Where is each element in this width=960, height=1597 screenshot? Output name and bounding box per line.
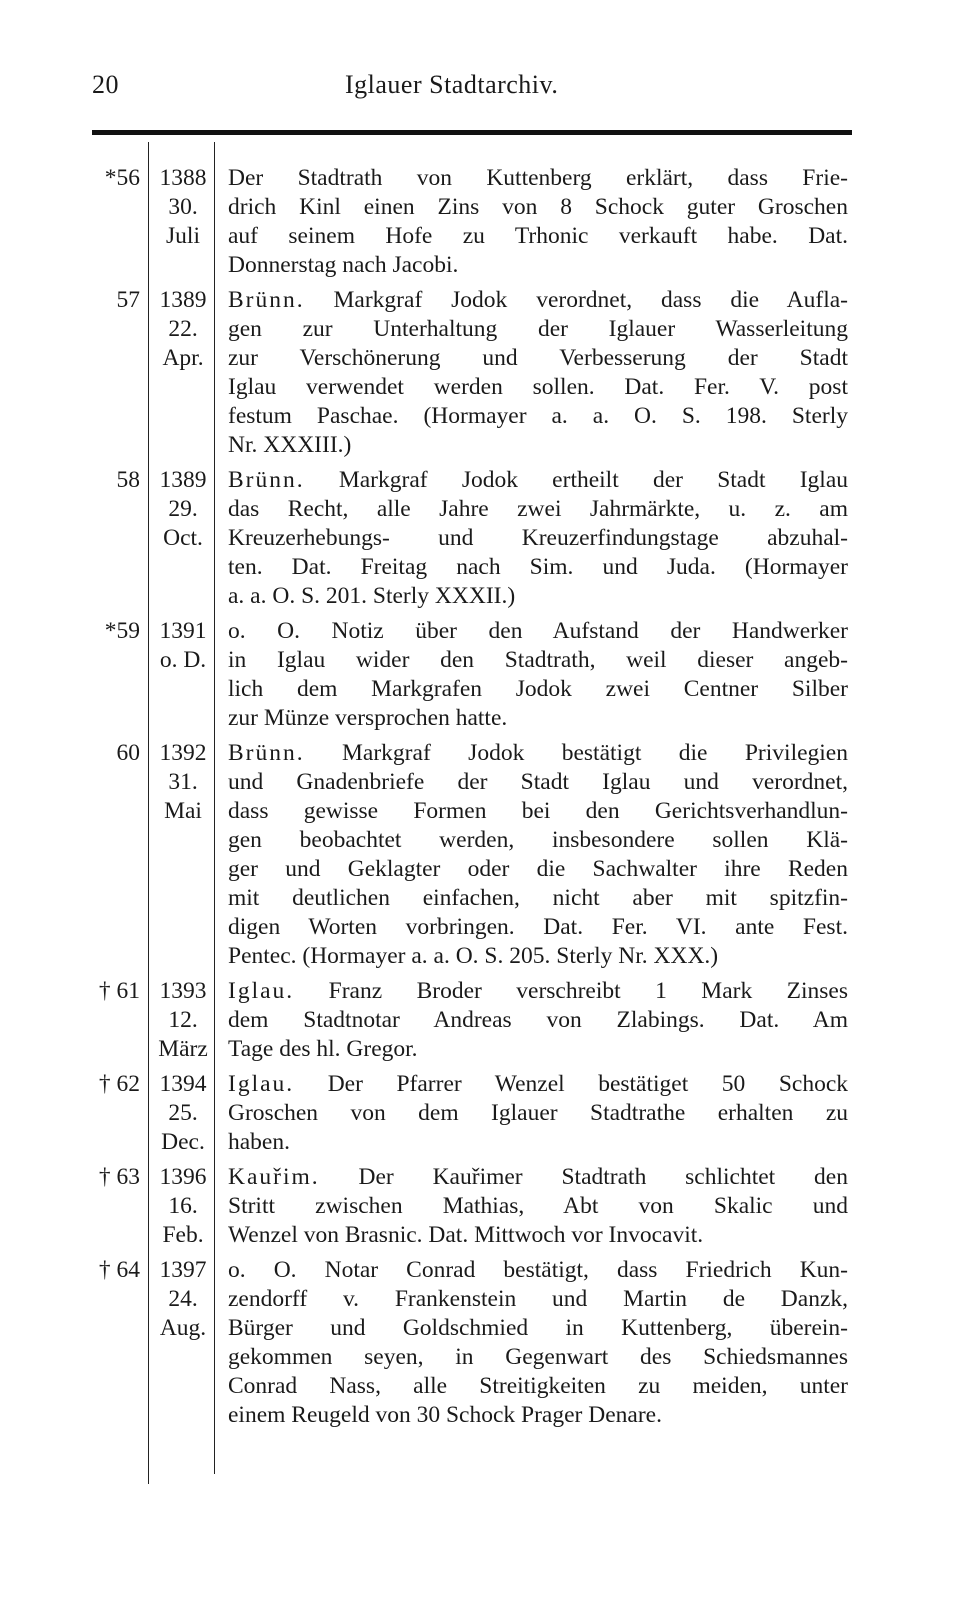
running-title: Iglauer Stadtarchiv. <box>345 70 559 99</box>
entry-text <box>228 1070 848 1157</box>
entry-date-part: 1389 <box>159 287 207 313</box>
entry-date <box>152 466 214 553</box>
entry-place: Brünn. <box>228 287 305 313</box>
entry-text-line: Brünn. Markgraf Jodok verordnet, dass die Aufla- <box>228 287 848 313</box>
entry-date-part: 1396 <box>159 1164 207 1190</box>
entry-date <box>152 1070 214 1157</box>
entry-text-line: Brünn. Markgraf Jodok ertheilt der Stadt Iglau <box>228 467 848 493</box>
entry-date-part: 1389 <box>159 467 207 493</box>
entry-text-line: drich Kinl einen Zins von 8 Schock guter Groschen <box>228 194 848 220</box>
regest-entry <box>0 1070 960 1157</box>
entry-date <box>152 739 214 826</box>
regest-list <box>0 164 960 1436</box>
entry-date-part: 24. <box>168 1286 198 1312</box>
entry-date <box>152 1163 214 1250</box>
entry-number: *59 <box>104 618 140 644</box>
entry-text-line: auf seinem Hofe zu Trhonic verkauft habe. Dat. <box>228 223 848 249</box>
entry-date-part: 1388 <box>159 165 207 191</box>
entry-text-line: a. a. O. S. 201. Sterly XXXII.) <box>228 583 516 609</box>
entry-text-line: Donnerstag nach Jacobi. <box>228 252 459 278</box>
entry-date-part: 12. <box>168 1007 198 1033</box>
page-header <box>92 62 852 102</box>
entry-text-line: Kauřim. Der Kauřimer Stadtrath schlichtet den <box>228 1164 848 1190</box>
entry-date-part: 1393 <box>159 978 207 1004</box>
entry-text-line: Iglau. Franz Broder verschreibt 1 Mark Zinses <box>228 978 848 1004</box>
header-rule <box>92 130 852 135</box>
regest-entry <box>0 286 960 460</box>
entry-number: † 62 <box>98 1071 140 1097</box>
entry-text <box>228 1256 848 1430</box>
regest-entry <box>0 1256 960 1430</box>
regest-entry <box>0 739 960 971</box>
entry-date-part: 29. <box>168 496 198 522</box>
entry-text-line: festum Paschae. (Hormayer a. a. O. S. 198. Sterly <box>228 403 848 429</box>
entry-date-part: 1391 <box>159 618 207 644</box>
entry-text-line: Brünn. Markgraf Jodok bestätigt die Privilegien <box>228 740 848 766</box>
entry-text-line: Groschen von dem Iglauer Stadtrathe erhalten zu <box>228 1100 848 1126</box>
entry-text-line: ten. Dat. Freitag nach Sim. und Juda. (Hormayer <box>228 554 848 580</box>
entry-text-line: haben. <box>228 1129 290 1155</box>
entry-date-part: März <box>158 1036 208 1062</box>
entry-text-line: Iglau. Der Pfarrer Wenzel bestätiget 50 Schock <box>228 1071 848 1097</box>
entry-number: 60 <box>116 740 140 766</box>
entry-text-line: Stritt zwischen Mathias, Abt von Skalic und <box>228 1193 848 1219</box>
entry-text-line: und Gnadenbriefe der Stadt Iglau und verordnet, <box>228 769 848 795</box>
entry-number: 57 <box>116 287 140 313</box>
entry-number: *56 <box>104 165 140 191</box>
entry-date-part: 1392 <box>159 740 207 766</box>
entry-date-part: Apr. <box>162 345 204 371</box>
regest-entry <box>0 164 960 280</box>
entry-date-part: Mai <box>164 798 202 824</box>
entry-place: Brünn. <box>228 740 305 766</box>
entry-text-line: in Iglau wider den Stadtrath, weil dieser angeb- <box>228 647 848 673</box>
entry-text-line: Nr. XXXIII.) <box>228 432 352 458</box>
entry-text <box>228 164 848 280</box>
entry-date-part: 25. <box>168 1100 198 1126</box>
entry-text-line: o. O. Notar Conrad bestätigt, dass Friedrich Kun- <box>228 1257 848 1283</box>
entry-text-line: Wenzel von Brasnic. Dat. Mittwoch vor Invocavit. <box>228 1222 704 1248</box>
page-number: 20 <box>92 70 119 99</box>
entry-text-line: Der Stadtrath von Kuttenberg erklärt, dass Frie- <box>228 165 848 191</box>
regest-entry <box>0 617 960 733</box>
entry-date-part: Dec. <box>161 1129 205 1155</box>
entry-number: 58 <box>116 467 140 493</box>
entry-text-line: einem Reugeld von 30 Schock Prager Denare. <box>228 1402 662 1428</box>
entry-text-line: gen beobachtet werden, insbesondere sollen Klä- <box>228 827 848 853</box>
entry-place: Brünn. <box>228 467 305 493</box>
entry-date-part: Juli <box>166 223 200 249</box>
entry-place: Iglau. <box>228 1071 295 1097</box>
regest-entry <box>0 466 960 611</box>
regest-entry <box>0 977 960 1064</box>
entry-date-part: 1397 <box>159 1257 207 1283</box>
entry-date-part: o. D. <box>159 647 207 673</box>
entry-text-line: das Recht, alle Jahre zwei Jahrmärkte, u. z. am <box>228 496 848 522</box>
regest-entry <box>0 1163 960 1250</box>
entry-date-part: 22. <box>168 316 198 342</box>
entry-text-line: gekommen seyen, in Gegenwart des Schiedsmannes <box>228 1344 848 1370</box>
entry-date-part: 30. <box>168 194 198 220</box>
entry-text-line: Bürger und Goldschmied in Kuttenberg, überein- <box>228 1315 848 1341</box>
entry-text-line: Tage des hl. Gregor. <box>228 1036 418 1062</box>
entry-date <box>152 617 214 675</box>
entry-text-line: digen Worten vorbringen. Dat. Fer. VI. ante Fest. <box>228 914 848 940</box>
entry-date-part: 1394 <box>159 1071 207 1097</box>
entry-number: † 64 <box>98 1257 140 1283</box>
entry-date-part: Oct. <box>163 525 203 551</box>
entry-date-part: 16. <box>168 1193 198 1219</box>
entry-text-line: zur Verschönerung und Verbesserung der Stadt <box>228 345 848 371</box>
entry-date <box>152 1256 214 1343</box>
entry-number: † 63 <box>98 1164 140 1190</box>
entry-text-line: Pentec. (Hormayer a. a. O. S. 205. Sterly Nr. XXX.) <box>228 943 719 969</box>
entry-number: † 61 <box>98 978 140 1004</box>
entry-text-line: Conrad Nass, alle Streitigkeiten zu meiden, unter <box>228 1373 848 1399</box>
entry-text <box>228 977 848 1064</box>
entry-date <box>152 286 214 373</box>
entry-text-line: Kreuzerhebungs- und Kreuzerfindungstage abzuhal- <box>228 525 848 551</box>
entry-date-part: Aug. <box>159 1315 207 1341</box>
entry-text <box>228 286 848 460</box>
entry-date <box>152 164 214 251</box>
entry-date-part: 31. <box>168 769 198 795</box>
entry-place: Iglau. <box>228 978 295 1004</box>
entry-place: Kauřim. <box>228 1164 320 1190</box>
entry-text-line: Iglau verwendet werden sollen. Dat. Fer. V. post <box>228 374 848 400</box>
entry-text-line: o. O. Notiz über den Aufstand der Handwerker <box>228 618 848 644</box>
entry-text <box>228 617 848 733</box>
entry-text <box>228 739 848 971</box>
entry-text-line: dem Stadtnotar Andreas von Zlabings. Dat. Am <box>228 1007 848 1033</box>
entry-text <box>228 1163 848 1250</box>
entry-text-line: mit deutlichen einfachen, nicht aber mit spitzfin- <box>228 885 848 911</box>
entry-date-part: Feb. <box>162 1222 204 1248</box>
entry-text-line: gen zur Unterhaltung der Iglauer Wasserleitung <box>228 316 848 342</box>
entry-date <box>152 977 214 1064</box>
entry-text-line: lich dem Markgrafen Jodok zwei Centner Silber <box>228 676 848 702</box>
entry-text-line: dass gewisse Formen bei den Gerichtsverhandlun- <box>228 798 848 824</box>
entry-text-line: zendorff v. Frankenstein und Martin de Danzk, <box>228 1286 848 1312</box>
entry-text-line: zur Münze versprochen hatte. <box>228 705 508 731</box>
entry-text <box>228 466 848 611</box>
entry-text-line: ger und Geklagter oder die Sachwalter ihre Reden <box>228 856 848 882</box>
